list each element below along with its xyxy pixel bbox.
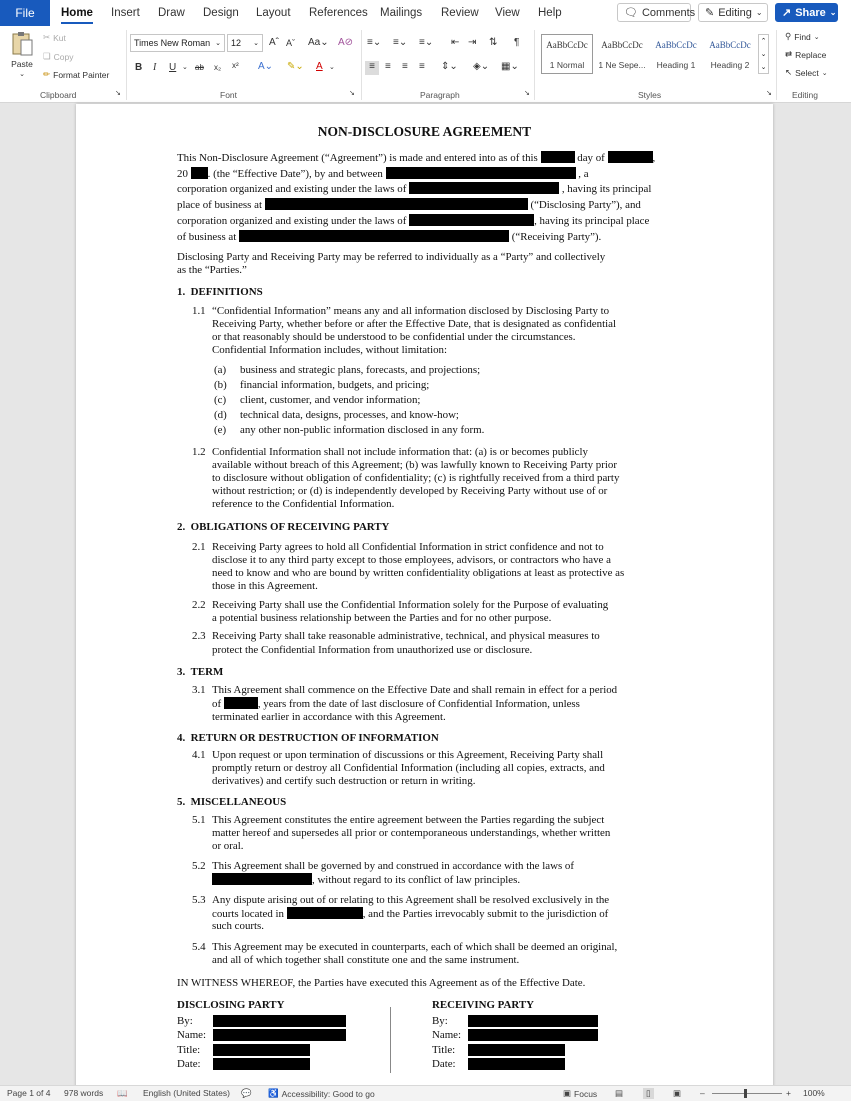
- paintbrush-icon: ✏: [43, 69, 51, 79]
- tab-insert[interactable]: Insert: [111, 7, 140, 19]
- tab-view[interactable]: View: [495, 7, 520, 19]
- numbering-icon[interactable]: ≡⌄: [393, 37, 408, 48]
- paragraph-line: [212, 697, 580, 711]
- print-layout-icon[interactable]: ▯: [643, 1088, 654, 1099]
- decrease-indent-icon[interactable]: ⇤: [451, 37, 460, 48]
- clause-number: 2.2: [192, 599, 206, 611]
- divider: [534, 30, 535, 100]
- format-painter-label: Format Painter: [53, 69, 110, 80]
- paragraph-launcher-icon[interactable]: ↘: [524, 90, 530, 97]
- clause-number: 4.1: [192, 749, 206, 761]
- redaction-bar: [468, 1029, 598, 1041]
- accessibility-status[interactable]: [268, 1088, 375, 1099]
- paragraph-text: courts located in: [212, 908, 284, 920]
- clause-number: 1.1: [192, 305, 206, 317]
- section-heading: 4. RETURN OR DESTRUCTION OF INFORMATION: [177, 732, 439, 744]
- chevron-up-icon[interactable]: ⌃: [760, 38, 767, 46]
- intro-text: . (the “Effective Date”), by and between: [207, 168, 383, 180]
- zoom-in-button[interactable]: +: [786, 1088, 791, 1098]
- web-layout-icon[interactable]: ▣: [673, 1088, 682, 1098]
- list-item: technical data, designs, processes, and know-how;: [240, 409, 459, 421]
- chevron-down-icon: ⌄: [19, 71, 25, 78]
- chevron-down-icon[interactable]: ⌄: [329, 64, 335, 71]
- clause-number: 2.1: [192, 541, 206, 553]
- increase-indent-icon[interactable]: ⇥: [468, 37, 477, 48]
- style-no-spacing[interactable]: [596, 34, 648, 74]
- signature-field-label: Name:: [432, 1029, 462, 1041]
- paragraph-line: Receiving Party shall use the Confidential Information solely for the Purpose of evaluating: [212, 599, 609, 611]
- intro-text: , a: [578, 168, 589, 180]
- paragraph-line: Confidential Information shall not include information that: (a) is or becomes publicly: [212, 446, 588, 458]
- styles-launcher-icon[interactable]: ↘: [766, 90, 772, 97]
- list-marker: (c): [214, 394, 227, 406]
- style-normal[interactable]: [541, 34, 593, 74]
- list-item: business and strategic plans, forecasts, and projections;: [240, 364, 481, 376]
- replace-label: Replace: [795, 49, 827, 60]
- paragraph-line: a potential business relationship between the Parties and for no other purpose.: [212, 612, 552, 624]
- comment-icon: 🗨: [624, 7, 638, 19]
- style-name: 1 Normal: [549, 60, 585, 70]
- list-marker: (d): [214, 409, 227, 421]
- ribbon-tab-bar: [0, 0, 851, 26]
- cut-button[interactable]: [43, 32, 66, 43]
- tab-layout[interactable]: Layout: [256, 7, 291, 19]
- paragraph-line: without restriction; or (d) is independently developed by Receiving Party without use of or: [212, 485, 608, 497]
- signature-divider: [390, 1007, 391, 1073]
- paragraph-line: [212, 907, 608, 921]
- style-name: Heading 2: [710, 60, 750, 70]
- word-count[interactable]: 978 words: [64, 1088, 104, 1098]
- style-name: 1 Ne Sepe...: [598, 60, 646, 70]
- paragraph-line: This Agreement may be executed in counterparts, each of which shall be deemed an original,: [212, 941, 618, 953]
- redaction-bar: [213, 1015, 346, 1027]
- intro-text: , having its principal: [561, 183, 652, 195]
- list-item: any other non-public information disclosed in any form.: [240, 424, 485, 436]
- clear-formatting-icon[interactable]: A⊘: [338, 37, 354, 48]
- paragraph-line: Disclosing Party and Receiving Party may be referred to individually as a “Party” and collectively: [177, 251, 606, 263]
- tab-design[interactable]: Design: [203, 7, 239, 19]
- clipboard-paste-icon: [10, 30, 34, 58]
- intro-text: corporation organized and existing under the laws of: [177, 183, 407, 195]
- focus-button[interactable]: [563, 1088, 597, 1099]
- paragraph-line: those in this Agreement.: [212, 580, 318, 592]
- redaction-bar: [212, 873, 312, 885]
- paragraph-group-label: Paragraph: [420, 90, 460, 100]
- paragraph-line: This Agreement shall commence on the Effective Date and shall remain in effect for a period: [212, 684, 618, 696]
- replace-button[interactable]: [785, 49, 826, 60]
- paragraph-line: or oral.: [212, 840, 244, 852]
- style-preview: AaBbCcDc: [655, 40, 697, 50]
- style-heading-2[interactable]: [704, 34, 756, 74]
- redaction-bar: [409, 214, 534, 226]
- paragraph-line: disclose it to any third party except to those employees, advisors, or contractors who have a: [212, 554, 611, 566]
- redaction-bar: [265, 198, 528, 210]
- paragraph-line: protect the Confidential Information from unauthorized use or disclosure.: [212, 644, 533, 656]
- paragraph-line: such courts.: [212, 920, 265, 932]
- intro-line: [177, 182, 651, 196]
- tab-references[interactable]: References: [309, 7, 368, 19]
- paragraph-line: derivatives) and certify such destruction or return in writing.: [212, 775, 476, 787]
- more-styles-icon[interactable]: ⌄: [760, 63, 767, 71]
- highlighter-icon[interactable]: ✎⌄: [287, 61, 304, 72]
- intro-text: corporation organized and existing under the laws of: [177, 215, 407, 227]
- share-label: Share: [795, 6, 826, 19]
- editing-group-label: Editing: [792, 90, 818, 100]
- redaction-bar: [191, 167, 208, 179]
- font-name-select[interactable]: [130, 34, 225, 52]
- intro-text: 20: [177, 168, 188, 180]
- font-color-icon[interactable]: A: [316, 61, 323, 72]
- copy-button[interactable]: [43, 51, 73, 62]
- cursor-arrow-icon: ↖: [785, 67, 793, 77]
- redaction-bar: [213, 1029, 346, 1041]
- clause-number: 5.3: [192, 894, 206, 906]
- intro-text: of business at: [177, 231, 237, 243]
- align-left-icon[interactable]: ≡: [365, 61, 379, 75]
- sort-icon[interactable]: ⇅: [489, 37, 498, 48]
- tab-mailings[interactable]: Mailings: [380, 7, 423, 19]
- paragraph-line: This Agreement constitutes the entire agreement between the Parties regarding the subject: [212, 814, 605, 826]
- accessibility-label: Accessibility: Good to go: [281, 1088, 375, 1099]
- font-launcher-icon[interactable]: ↘: [349, 90, 355, 97]
- clause-number: 3.1: [192, 684, 206, 696]
- redaction-bar: [608, 151, 653, 163]
- zoom-out-button[interactable]: –: [700, 1088, 705, 1098]
- grow-font-icon[interactable]: Aˆ: [269, 37, 279, 48]
- strikethrough-icon[interactable]: ab: [195, 63, 204, 72]
- clipboard-group-label: Clipboard: [40, 90, 77, 100]
- chevron-down-icon: ⌄: [821, 69, 828, 77]
- divider: [776, 30, 777, 100]
- divider: [361, 30, 362, 100]
- signature-party-title: DISCLOSING PARTY: [177, 999, 285, 1011]
- paragraph-line: Receiving Party, whether before or after the Effective Date, that is designated as confidential: [212, 318, 617, 330]
- bullets-icon[interactable]: ≡⌄: [367, 37, 382, 48]
- share-button[interactable]: [775, 3, 838, 22]
- paragraph-line: reference to the Confidential Information.: [212, 498, 395, 510]
- focus-icon: ▣: [563, 1088, 572, 1098]
- paragraph-line: Receiving Party shall take reasonable administrative, technical, and physical measures to: [212, 630, 600, 642]
- paragraph-line: Upon request or upon termination of discussions or this Agreement, Receiving Party shall: [212, 749, 604, 761]
- multilevel-list-icon[interactable]: ≡⌄: [419, 37, 434, 48]
- redaction-bar: [239, 230, 509, 242]
- redaction-bar: [468, 1015, 598, 1027]
- chevron-down-icon: ⌄: [755, 8, 763, 17]
- style-name: Heading 1: [656, 60, 696, 70]
- tab-help[interactable]: Help: [538, 7, 562, 19]
- clause-number: 1.2: [192, 446, 206, 458]
- signature-field-label: Name:: [177, 1029, 207, 1041]
- show-formatting-marks-icon[interactable]: ¶: [514, 37, 520, 48]
- paragraph-line: Receiving Party agrees to hold all Confidential Information in strict confidence and not to: [212, 541, 604, 553]
- editing-mode-label: Editing: [718, 6, 752, 19]
- clipboard-launcher-icon[interactable]: ↘: [115, 90, 121, 97]
- document-title: NON-DISCLOSURE AGREEMENT: [317, 124, 532, 139]
- intro-line: [177, 230, 601, 244]
- signature-field-label: By:: [177, 1015, 193, 1027]
- intro-text: place of business at: [177, 199, 262, 211]
- section-heading: 2. OBLIGATIONS OF RECEIVING PARTY: [177, 521, 390, 533]
- paragraph-line: as the “Parties.”: [177, 264, 247, 276]
- shading-icon[interactable]: ◈⌄: [473, 61, 490, 72]
- clause-number: 5.2: [192, 860, 206, 872]
- signature-field-label: Date:: [432, 1058, 456, 1070]
- font-group-label: Font: [220, 90, 238, 100]
- signature-field-label: Date:: [177, 1058, 201, 1070]
- tab-file[interactable]: File: [0, 0, 50, 26]
- signature-field-label: Title:: [432, 1044, 456, 1056]
- list-item: financial information, budgets, and pricing;: [240, 379, 430, 391]
- intro-text: , having its principal place: [534, 215, 650, 227]
- style-heading-1[interactable]: [650, 34, 702, 74]
- witness-line: IN WITNESS WHEREOF, the Parties have executed this Agreement as of the Effective Date.: [177, 977, 586, 989]
- paragraph-text: , and the Parties irrevocably submit to the jurisdiction of: [362, 908, 609, 920]
- line-spacing-icon[interactable]: ⇕⌄: [441, 61, 458, 72]
- paragraph-line: and all of which together shall constitute one and the same instrument.: [212, 954, 520, 966]
- styles-scroll[interactable]: [758, 34, 769, 74]
- paste-button[interactable]: [10, 30, 34, 78]
- cut-label: Kut: [53, 32, 66, 43]
- font-name-value: Times New Roman: [134, 38, 211, 48]
- read-mode-icon[interactable]: ▤: [615, 1088, 624, 1098]
- paragraph-line: need to know and who are bound by written confidentiality obligations at least as protective as: [212, 567, 625, 579]
- signature-party-title: RECEIVING PARTY: [432, 999, 534, 1011]
- paragraph-line: or that reasonably should be understood to be confidential under the circumstances.: [212, 331, 576, 343]
- section-heading: 1. DEFINITIONS: [177, 286, 263, 298]
- underline-icon[interactable]: U: [169, 62, 177, 73]
- search-icon: ⚲: [785, 31, 792, 41]
- superscript-icon[interactable]: x²: [232, 61, 239, 70]
- focus-label: Focus: [574, 1088, 598, 1099]
- find-button[interactable]: [785, 31, 820, 42]
- redaction-bar: [468, 1044, 565, 1056]
- copy-icon: ❏: [43, 51, 51, 61]
- paragraph-text: of: [212, 698, 222, 710]
- redaction-bar: [213, 1044, 310, 1056]
- style-preview: AaBbCcDc: [601, 40, 643, 50]
- redaction-bar: [224, 697, 258, 709]
- replace-icon: ⇄: [785, 49, 793, 59]
- paragraph-text: , years from the date of last disclosure of Confidential Information, unless: [257, 698, 580, 710]
- select-label: Select: [795, 67, 819, 78]
- paragraph-line: available without breach of this Agreement; (b) was lawfully known to Receiving Party prior: [212, 459, 617, 471]
- intro-text: (“Receiving Party”).: [511, 231, 602, 243]
- tab-draw[interactable]: Draw: [158, 7, 185, 19]
- shrink-font-icon[interactable]: Aˇ: [286, 38, 295, 48]
- clause-number: 2.3: [192, 630, 206, 642]
- text-predictions-icon[interactable]: 💬: [241, 1088, 252, 1098]
- chevron-down-icon: ⌄: [253, 40, 259, 47]
- style-preview: AaBbCcDc: [709, 40, 751, 50]
- intro-line: [177, 214, 649, 228]
- paragraph-line: Confidential Information includes, without limitation:: [212, 344, 448, 356]
- redaction-bar: [287, 907, 363, 919]
- list-marker: (e): [214, 424, 227, 436]
- italic-icon[interactable]: I: [153, 62, 157, 73]
- redaction-bar: [213, 1058, 310, 1070]
- zoom-level[interactable]: 100%: [803, 1088, 825, 1098]
- intro-text: This Non-Disclosure Agreement (“Agreement”) is made and entered into as of this: [177, 152, 538, 164]
- align-center-icon[interactable]: ≡: [385, 61, 391, 72]
- justify-icon[interactable]: ≡: [419, 61, 425, 72]
- chevron-down-icon: ⌄: [215, 40, 221, 47]
- format-painter-button[interactable]: [43, 69, 109, 80]
- paragraph-line: This Agreement shall be governed by and construed in accordance with the laws of: [212, 860, 574, 872]
- intro-text: day of: [577, 152, 605, 164]
- redaction-bar: [409, 182, 559, 194]
- list-item: client, customer, and vendor information;: [240, 394, 421, 406]
- ribbon-home: [0, 26, 851, 103]
- find-label: Find: [794, 31, 811, 42]
- proofing-icon[interactable]: 📖: [117, 1088, 128, 1098]
- paragraph-line: to disclosure without obligation of confidentiality; (c) is rightfully received from a third party: [212, 472, 620, 484]
- paste-label: Paste: [11, 59, 33, 69]
- tab-review[interactable]: Review: [441, 7, 479, 19]
- zoom-slider-thumb[interactable]: [744, 1089, 747, 1098]
- scissors-icon: ✂: [43, 32, 51, 42]
- style-preview: AaBbCcDc: [546, 40, 588, 50]
- page-count[interactable]: Page 1 of 4: [7, 1088, 51, 1098]
- paragraph-line: matter hereof and supersedes all prior or contemporaneous understandings, whether written: [212, 827, 611, 839]
- signature-field-label: By:: [432, 1015, 448, 1027]
- styles-group-label: Styles: [638, 90, 662, 100]
- chevron-down-icon[interactable]: ⌄: [760, 50, 767, 58]
- comments-label: Comments: [641, 6, 696, 19]
- paragraph-line: “Confidential Information” means any and all information disclosed by Disclosing Party to: [212, 305, 610, 317]
- accessibility-icon: ♿: [268, 1088, 279, 1098]
- redaction-bar: [541, 151, 575, 163]
- chevron-down-icon: ⌄: [829, 8, 837, 17]
- intro-text: (“Disclosing Party”), and: [530, 199, 641, 211]
- paragraph-line: promptly return or destroy all Confidential Information (including all copies, extracts, and: [212, 762, 605, 774]
- zoom-slider-track[interactable]: [712, 1093, 782, 1094]
- intro-line: [177, 167, 589, 181]
- intro-line: [177, 198, 641, 212]
- select-button[interactable]: [785, 67, 828, 78]
- copy-label: Copy: [53, 51, 74, 62]
- clause-number: 5.4: [192, 941, 206, 953]
- divider: [126, 30, 127, 100]
- font-size-select[interactable]: [227, 34, 263, 52]
- list-marker: (b): [214, 379, 227, 391]
- chevron-down-icon[interactable]: ⌄: [182, 64, 188, 71]
- section-heading: 3. TERM: [177, 666, 224, 678]
- tab-home[interactable]: Home: [61, 0, 93, 26]
- signature-field-label: Title:: [177, 1044, 201, 1056]
- redaction-bar: [468, 1058, 565, 1070]
- clause-number: 5.1: [192, 814, 206, 826]
- intro-text: ,: [652, 152, 656, 164]
- align-right-icon[interactable]: ≡: [402, 61, 408, 72]
- status-bar: [0, 1085, 851, 1101]
- bold-icon[interactable]: B: [135, 62, 143, 73]
- paragraph-line: [212, 873, 520, 887]
- section-heading: 5. MISCELLANEOUS: [177, 796, 287, 808]
- share-icon: ↗: [782, 7, 792, 19]
- subscript-icon[interactable]: x₂: [214, 63, 222, 72]
- document-page[interactable]: [76, 104, 773, 1094]
- font-size-value: 12: [231, 38, 242, 48]
- pencil-icon: ✎: [705, 7, 715, 19]
- paragraph-text: , without regard to its conflict of law principles.: [312, 874, 521, 886]
- list-marker: (a): [214, 364, 227, 376]
- intro-line: [177, 151, 655, 165]
- language-indicator[interactable]: English (United States): [143, 1088, 230, 1098]
- change-case-icon[interactable]: Aa⌄: [308, 37, 329, 48]
- borders-icon[interactable]: ▦⌄: [501, 61, 519, 72]
- paragraph-line: terminated earlier in accordance with this Agreement.: [212, 711, 446, 723]
- editing-mode-button[interactable]: [698, 3, 768, 22]
- text-effects-icon[interactable]: A⌄: [258, 61, 274, 72]
- paragraph-line: Any dispute arising out of or relating to this Agreement shall be resolved exclusively in the: [212, 894, 610, 906]
- chevron-down-icon: ⌄: [813, 33, 820, 41]
- redaction-bar: [386, 167, 576, 179]
- comments-button[interactable]: [617, 3, 696, 22]
